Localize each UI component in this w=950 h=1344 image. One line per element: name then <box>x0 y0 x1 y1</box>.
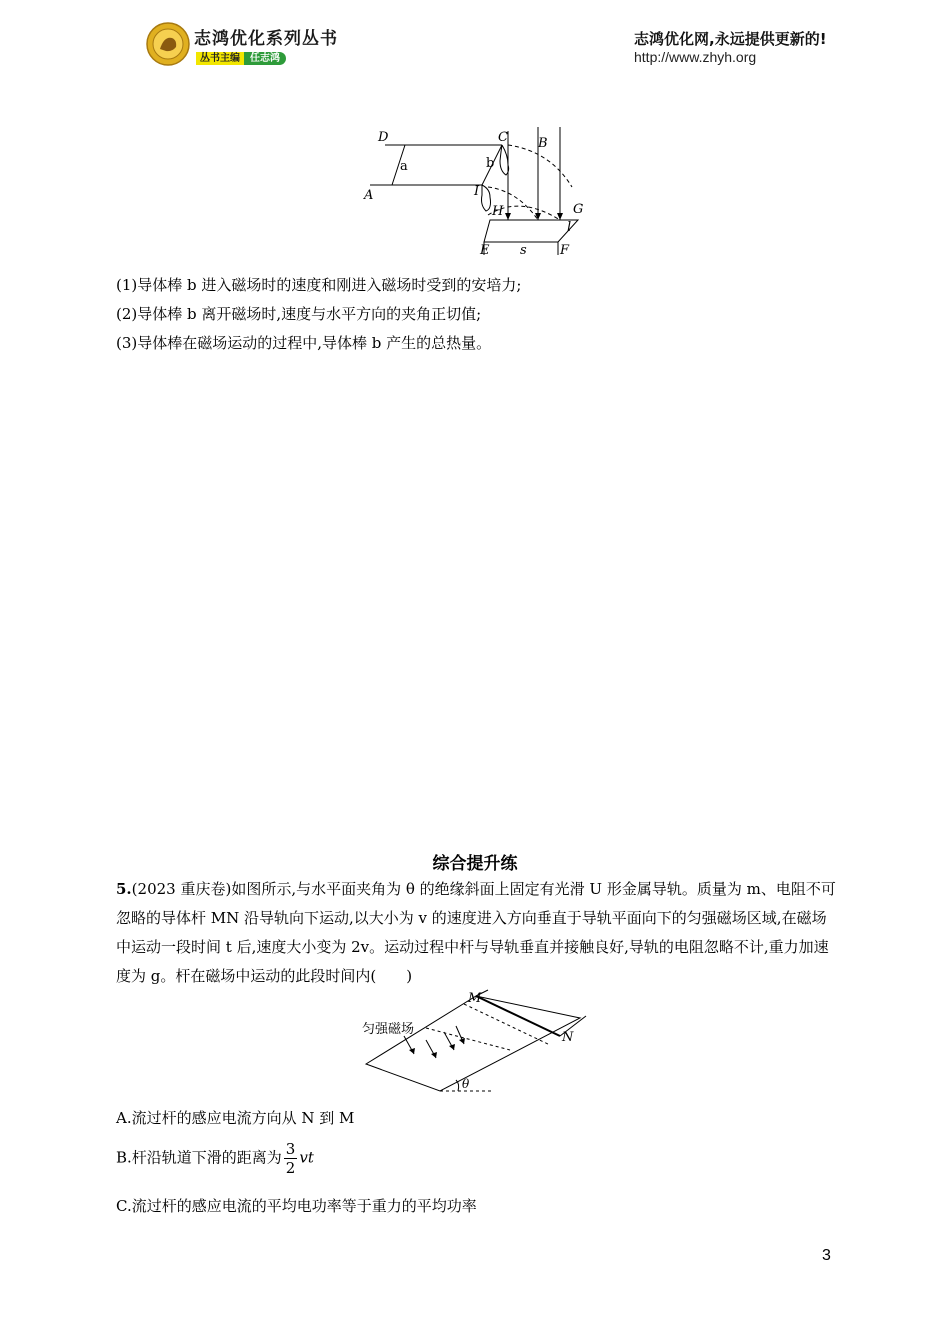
problem-body: 如图所示,与水平面夹角为 θ 的绝缘斜面上固定有光滑 U 形金属导轨。质量为 m、电阻不可忽略的导体杆 MN 沿导轨向下运动,以大小为 v 的速度进入方向垂直于导轨平面向下的匀强磁场区域,在磁场中运动一段时间 t 后,速度大小变为 2v。运动过程中杆与导轨垂直并接触良好,导轨的电阻忽略不计,重力加速度为 g。杆在磁场中运动的此段时间内( ) <box>116 880 836 985</box>
label-M: M <box>468 991 482 1006</box>
label-G: G <box>573 202 584 217</box>
option-c: C.流过杆的感应电流的平均电功率等于重力的平均功率 <box>116 1197 477 1215</box>
question-1: (1)导体棒 b 进入磁场时的速度和刚进入磁场时受到的安培力; <box>116 276 522 294</box>
label-N: N <box>562 1030 574 1045</box>
label-I: I <box>474 184 480 199</box>
label-C: C <box>498 130 508 145</box>
question-2: (2)导体棒 b 离开磁场时,速度与水平方向的夹角正切值; <box>116 305 482 323</box>
editor-tag <box>196 49 286 64</box>
question-3: (3)导体棒在磁场运动的过程中,导体棒 b 产生的总热量。 <box>116 334 492 352</box>
editor-label: 丛书主编 <box>196 52 244 65</box>
site-url[interactable]: http://www.zhyh.org <box>634 49 757 65</box>
incline-rail-figure <box>360 988 590 1094</box>
label-A: A <box>364 188 374 203</box>
field-label: 匀强磁场 <box>362 1022 415 1037</box>
editor-name: 任志鸿 <box>244 52 286 65</box>
label-b: b <box>486 156 495 171</box>
brand-name: 志鸿优化系列丛书 <box>194 29 338 49</box>
slogan: 志鸿优化网,永远提供更新的! <box>634 30 827 48</box>
publisher-logo <box>146 22 190 66</box>
fraction-numerator: 3 <box>285 1140 296 1158</box>
option-a: A.流过杆的感应电流方向从 N 到 M <box>116 1109 355 1127</box>
rail-diagram-figure <box>360 125 600 260</box>
problem-source: (2023 重庆卷) <box>131 880 232 898</box>
label-D: D <box>378 130 389 145</box>
fraction <box>284 1140 298 1177</box>
label-H: H <box>492 204 504 219</box>
page-number: 3 <box>822 1247 831 1264</box>
problem-number: 5. <box>116 880 132 898</box>
option-b-prefix: B.杆沿轨道下滑的距离为 <box>116 1148 282 1167</box>
label-E: E <box>480 243 490 258</box>
label-s: s <box>520 243 527 258</box>
label-theta: θ <box>462 1077 470 1091</box>
label-a: a <box>400 159 408 174</box>
option-b <box>116 1140 314 1177</box>
label-B: B <box>538 136 548 151</box>
label-l: l <box>567 220 572 235</box>
problem-5-text <box>116 875 836 991</box>
option-b-suffix: vt <box>299 1148 314 1167</box>
fraction-denominator: 2 <box>285 1159 296 1177</box>
section-title: 综合提升练 <box>432 854 518 874</box>
label-F: F <box>560 243 570 258</box>
